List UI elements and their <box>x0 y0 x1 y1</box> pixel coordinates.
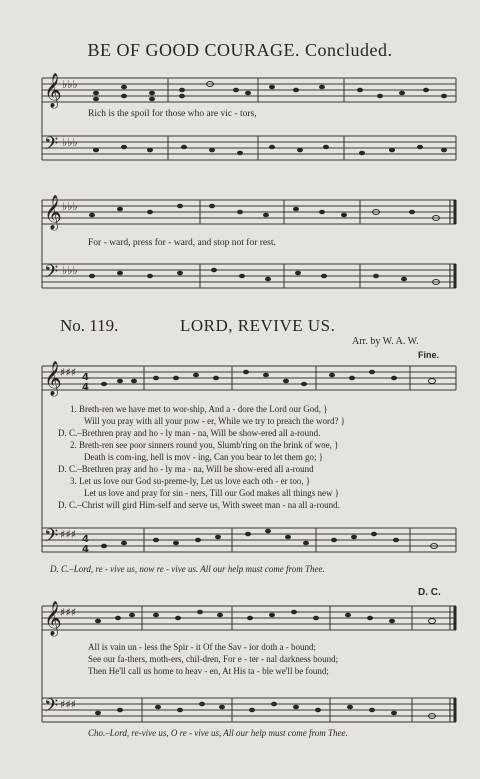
verse-line: All is vain un - less the Spir - it Of the Sav - ior doth a - bound; <box>88 642 316 652</box>
verse-line: 1. Breth-ren we have met to wor-ship, And a - dore the Lord our God, } <box>70 404 328 414</box>
treble-clef-icon: 𝄞 <box>44 601 62 636</box>
hymn-number: No. 119. <box>60 316 119 335</box>
svg-text:♯♯♯: ♯♯♯ <box>60 606 76 619</box>
chorus-line: D. C.–Lord, re - vive us, now re - vive us. All our help must come from Thee. <box>50 564 325 574</box>
verse-line: See our fa-thers, moth-ers, chil-dren, For e - ter - nal darkness bound; <box>88 654 339 664</box>
verse-line: Will you pray with all your pow - er, While we try to preach the word? } <box>84 416 346 426</box>
page-title: BE OF GOOD COURAGE. Concluded. <box>87 40 393 60</box>
hymn-title: LORD, REVIVE US. <box>180 316 336 335</box>
verse-line: Death is com-ing, hell is mov - ing, Can you bear to let them go; } <box>84 452 324 462</box>
svg-text:♯♯♯: ♯♯♯ <box>60 698 76 711</box>
verse-line: Then He'll call us home to heav - en, At His ta - ble we'll be found; <box>88 666 329 676</box>
note-heads <box>89 82 447 719</box>
svg-text:♯♯♯: ♯♯♯ <box>60 528 76 541</box>
verse-line: D. C.–Christ will gird Him-self and serve us, With sweet man - na all a-round. <box>58 500 340 510</box>
treble-clef-icon: 𝄞 <box>44 73 62 108</box>
svg-text:4: 4 <box>82 382 89 393</box>
system-1-lyric: Rich is the spoil for those who are vic - tors, <box>88 109 257 119</box>
arranger-credit: Arr. by W. A. W. <box>352 336 419 347</box>
svg-text:♯♯♯: ♯♯♯ <box>60 366 76 379</box>
svg-text:♭♭♭: ♭♭♭ <box>62 200 78 213</box>
svg-text:4: 4 <box>82 372 89 383</box>
verse-line: Let us love and pray for sin - ners, Till our God makes all things new } <box>84 488 340 498</box>
svg-text:♭♭♭: ♭♭♭ <box>62 264 78 277</box>
staff-system-1-treble <box>42 78 456 102</box>
treble-clef-icon: 𝄞 <box>44 361 62 396</box>
verse-line: D. C.–Brethren pray and ho - ly ma - na, Will be show-ered all a-round <box>58 464 314 474</box>
bass-clef-icon: 𝄢 <box>44 134 59 159</box>
verse-line: 3. Let us love our God su-preme-ly, Let us love each oth - er too, } <box>70 476 311 486</box>
chorus-line: Cho.–Lord, re-vive us, O re - vive us, All our help must come from Thee. <box>88 728 348 738</box>
treble-clef-icon: 𝄞 <box>44 195 62 230</box>
verse-line: D. C.–Brethren pray and ho - ly man - na, Will be show-ered all a-round. <box>58 428 321 438</box>
svg-text:♭♭♭: ♭♭♭ <box>62 78 78 91</box>
da-capo-marking: D. C. <box>418 587 441 598</box>
svg-text:♭♭♭: ♭♭♭ <box>62 136 78 149</box>
system-2-lyric: For - ward, press for - ward, and stop not for rest. <box>88 238 276 248</box>
svg-text:4: 4 <box>82 544 89 555</box>
bass-clef-icon: 𝄢 <box>44 526 59 551</box>
fine-marking: Fine. <box>418 350 440 360</box>
staff-system-2-treble <box>42 200 456 224</box>
verse-line: 2. Breth-ren see poor sinners round you, Slumb'ring on the brink of woe, } <box>70 440 339 450</box>
svg-text:4: 4 <box>82 534 89 545</box>
staff-system-1-bass <box>42 136 456 160</box>
bass-clef-icon: 𝄢 <box>44 696 59 721</box>
bass-clef-icon: 𝄢 <box>44 262 59 287</box>
staff-system-2-bass <box>42 264 456 288</box>
